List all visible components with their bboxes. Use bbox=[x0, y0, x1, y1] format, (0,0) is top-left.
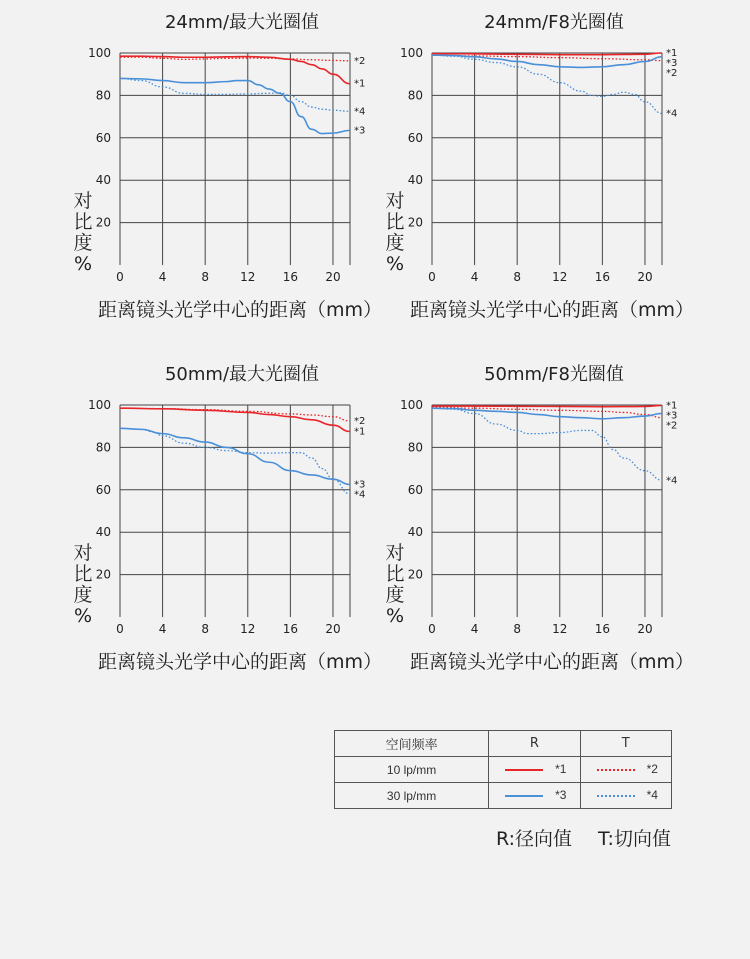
series-line-star4 bbox=[120, 78, 350, 111]
x-axis-label: 距离镜头光学中心的距离（mm） bbox=[409, 299, 695, 321]
y-tick-label: 20 bbox=[407, 567, 423, 582]
series-end-label: *4 bbox=[354, 489, 366, 501]
x-axis-label: 距离镜头光学中心的距离（mm） bbox=[409, 651, 695, 673]
y-tick-label: 20 bbox=[407, 215, 423, 230]
legend-swatch-dotted-blue bbox=[597, 795, 635, 797]
legend-series-label: *2 bbox=[646, 762, 658, 776]
x-tick-label: 16 bbox=[594, 622, 611, 636]
y-axis-label: 对比度% bbox=[73, 190, 93, 275]
x-tick-label: 4 bbox=[158, 270, 167, 284]
x-tick-label: 16 bbox=[282, 622, 299, 636]
x-tick-label: 20 bbox=[637, 270, 653, 284]
legend-cell-r bbox=[489, 783, 580, 809]
series-end-label: *2 bbox=[666, 68, 678, 79]
legend-cell-t bbox=[580, 757, 671, 783]
legend-swatch-solid-blue bbox=[505, 795, 543, 797]
x-tick-label: 20 bbox=[637, 622, 653, 636]
mtf-chart-panel bbox=[385, 12, 694, 321]
legend-swatch-dotted-red bbox=[597, 769, 635, 771]
x-tick-label: 12 bbox=[552, 270, 568, 284]
x-tick-label: 8 bbox=[201, 622, 210, 636]
x-tick-label: 20 bbox=[325, 270, 341, 284]
legend-swatch-solid-red bbox=[505, 769, 543, 771]
series-line-star4 bbox=[432, 408, 662, 480]
x-tick-label: 0 bbox=[116, 622, 124, 636]
legend-row bbox=[335, 783, 672, 809]
chart-title: 24mm/最大光圈值 bbox=[164, 12, 320, 33]
legend-frequency: 10 lp/mm bbox=[335, 757, 489, 783]
series-end-label: *3 bbox=[666, 410, 678, 422]
y-tick-label: 100 bbox=[88, 46, 111, 60]
y-tick-label: 40 bbox=[95, 525, 111, 540]
legend-header-row bbox=[335, 731, 672, 757]
series-line-star3 bbox=[120, 428, 350, 484]
legend-header-r: R bbox=[489, 731, 580, 757]
x-tick-label: 4 bbox=[470, 270, 479, 284]
series-line-star3 bbox=[120, 78, 350, 133]
y-tick-label: 60 bbox=[407, 482, 423, 497]
y-tick-label: 60 bbox=[407, 130, 423, 145]
note-tangential: T:切向值 bbox=[598, 828, 671, 850]
series-end-label: *1 bbox=[666, 400, 678, 412]
legend-table bbox=[334, 730, 672, 809]
y-tick-label: 40 bbox=[95, 173, 111, 188]
y-tick-label: 20 bbox=[95, 567, 111, 582]
legend-series-label: *4 bbox=[646, 788, 658, 802]
y-tick-label: 100 bbox=[88, 398, 111, 412]
series-end-label: *2 bbox=[354, 55, 366, 67]
x-tick-label: 8 bbox=[513, 622, 522, 636]
x-tick-label: 16 bbox=[594, 270, 611, 284]
note-radial: R:径向值 bbox=[496, 828, 573, 850]
series-end-label: *1 bbox=[666, 48, 678, 59]
x-tick-label: 12 bbox=[240, 270, 256, 284]
x-tick-label: 0 bbox=[428, 270, 436, 284]
series-end-label: *1 bbox=[354, 78, 366, 90]
legend-frequency: 30 lp/mm bbox=[335, 783, 489, 809]
series-end-label: *2 bbox=[354, 415, 366, 427]
x-tick-label: 12 bbox=[552, 622, 568, 636]
series-line-star1 bbox=[432, 405, 662, 406]
x-tick-label: 20 bbox=[325, 622, 341, 636]
legend-cell-t bbox=[580, 783, 671, 809]
y-tick-label: 80 bbox=[95, 88, 111, 103]
chart-title: 24mm/F8光圈值 bbox=[484, 12, 624, 33]
x-axis-label: 距离镜头光学中心的距离（mm） bbox=[97, 299, 383, 321]
series-end-label: *4 bbox=[666, 475, 678, 487]
x-tick-label: 0 bbox=[428, 622, 436, 636]
y-tick-label: 60 bbox=[95, 482, 111, 497]
series-line-star3 bbox=[432, 408, 662, 419]
x-tick-label: 8 bbox=[201, 270, 210, 284]
y-tick-label: 40 bbox=[407, 525, 423, 540]
series-line-star2 bbox=[120, 408, 350, 421]
y-tick-label: 60 bbox=[95, 130, 111, 145]
legend-series-label: *3 bbox=[555, 788, 567, 802]
x-tick-label: 8 bbox=[513, 270, 522, 284]
x-tick-label: 4 bbox=[470, 622, 479, 636]
legend-cell-r bbox=[489, 757, 580, 783]
y-tick-label: 80 bbox=[95, 440, 111, 455]
legend-series-label: *1 bbox=[555, 762, 567, 776]
y-axis-label: 对比度% bbox=[385, 542, 405, 627]
legend-note bbox=[496, 824, 697, 851]
series-line-star1 bbox=[120, 408, 350, 431]
mtf-chart-panel bbox=[73, 12, 382, 321]
y-tick-label: 100 bbox=[400, 46, 423, 60]
legend-row bbox=[335, 757, 672, 783]
y-tick-label: 80 bbox=[407, 440, 423, 455]
x-tick-label: 0 bbox=[116, 270, 124, 284]
y-axis-label: 对比度% bbox=[73, 542, 93, 627]
chart-title: 50mm/最大光圈值 bbox=[164, 364, 320, 385]
series-end-label: *4 bbox=[666, 108, 678, 120]
series-end-label: *3 bbox=[354, 125, 366, 137]
y-axis-label: 对比度% bbox=[385, 190, 405, 275]
y-tick-label: 100 bbox=[400, 398, 423, 412]
series-line-star2 bbox=[432, 407, 662, 418]
series-end-label: *1 bbox=[354, 426, 366, 438]
series-line-star3 bbox=[432, 55, 662, 67]
x-axis-label: 距离镜头光学中心的距离（mm） bbox=[97, 651, 383, 673]
x-tick-label: 12 bbox=[240, 622, 256, 636]
mtf-chart-panel bbox=[73, 364, 382, 673]
y-tick-label: 40 bbox=[407, 173, 423, 188]
chart-title: 50mm/F8光圈值 bbox=[484, 364, 624, 385]
y-tick-label: 80 bbox=[407, 88, 423, 103]
series-end-label: *3 bbox=[354, 479, 366, 491]
series-end-label: *2 bbox=[666, 420, 678, 432]
series-end-label: *3 bbox=[666, 58, 678, 69]
mtf-chart-panel bbox=[385, 364, 694, 673]
x-tick-label: 4 bbox=[158, 622, 167, 636]
series-line-star2 bbox=[120, 57, 350, 61]
series-end-label: *4 bbox=[354, 106, 366, 118]
series-line-star4 bbox=[120, 428, 350, 494]
legend-header-t: T bbox=[580, 731, 671, 757]
y-tick-label: 20 bbox=[95, 215, 111, 230]
x-tick-label: 16 bbox=[282, 270, 299, 284]
legend-header-frequency: 空间频率 bbox=[335, 731, 489, 757]
